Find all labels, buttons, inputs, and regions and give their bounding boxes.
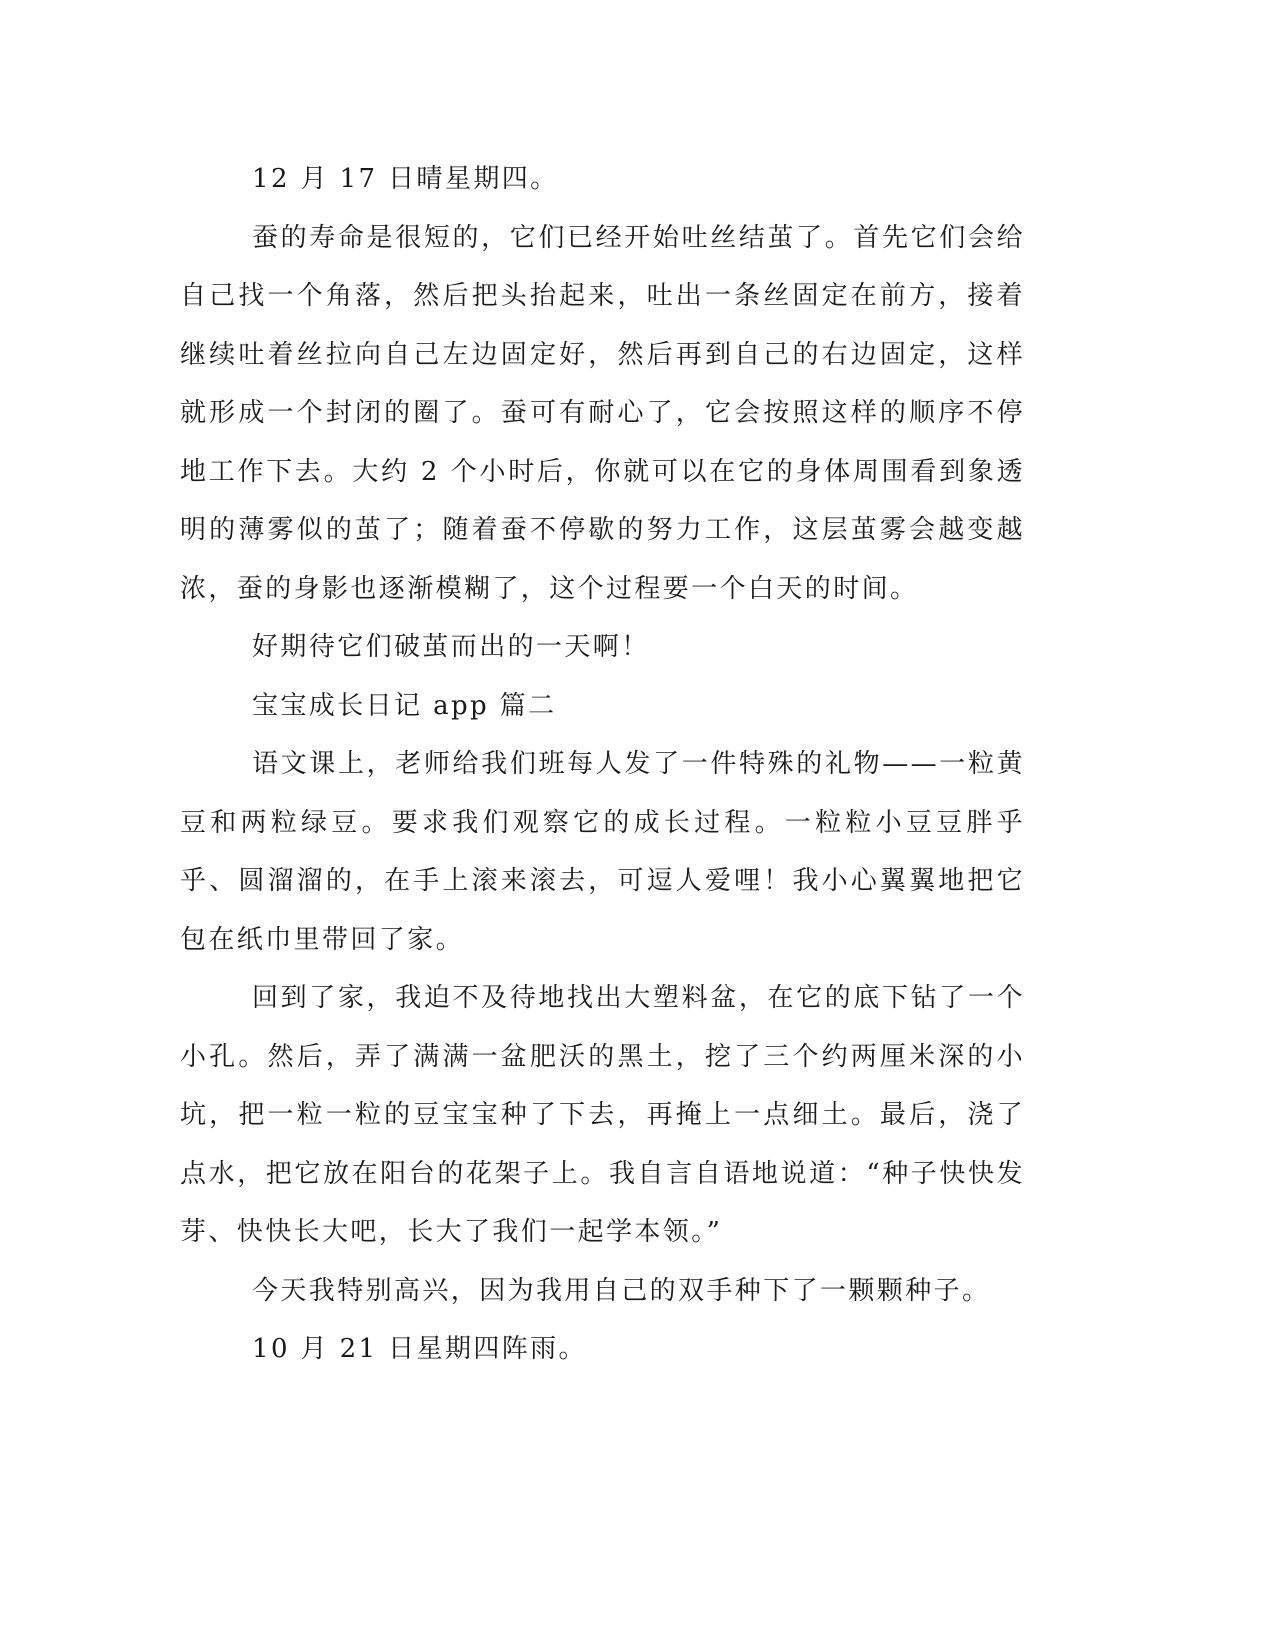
diary-date-oct21: 10 月 21 日星期四阵雨。 [252,1334,587,1364]
diary-date-dec17: 12 月 17 日晴星期四。 [252,164,559,194]
document-body [180,150,1025,1379]
paragraph-looking-forward: 好期待它们破茧而出的一天啊！ [252,632,650,662]
paragraph-silkworm-cocoon: 蚕的寿命是很短的，它们已经开始吐丝结茧了。首先它们会给自己找一个角落，然后把头抬起来，吐出一条丝固定在前方，接着继续吐着丝拉向自己左边固定好，然后再到自己的右边固定，这样就形成一个封闭的圈了。蚕可有耐心了，它会按照这样的顺序不停地工作下去。大约 2 个小时后，你就可以在它的身体周围看到象透明的薄雾似的茧了；随着蚕不停歇的努力工作，这层茧雾会越变越浓，蚕的身影也逐渐模糊了，这个过程要一个白天的时间。 [180,222,1025,604]
paragraph-bean-gift: 语文课上，老师给我们班每人发了一件特殊的礼物——一粒黄豆和两粒绿豆。要求我们观察它的成长过程。一粒粒小豆豆胖乎乎、圆溜溜的，在手上滚来滚去，可逗人爱哩！我小心翼翼地把它包在纸巾里带回了家。 [180,749,1025,955]
paragraph-happy-today: 今天我特别高兴，因为我用自己的双手种下了一颗颗种子。 [252,1275,991,1306]
paragraph-planting: 回到了家，我迫不及待地找出大塑料盆，在它的底下钻了一个小孔。然后，弄了满满一盆肥沃的黑土，挖了三个约两厘米深的小坑，把一粒一粒的豆宝宝种了下去，再掩上一点细土。最后，浇了点水，把它放在阳台的花架子上。我自言自语地说道：“种子快快发芽、快快长大吧，长大了我们一起学本领。” [180,983,1025,1247]
section-heading-part-two: 宝宝成长日记 app 篇二 [252,690,557,721]
